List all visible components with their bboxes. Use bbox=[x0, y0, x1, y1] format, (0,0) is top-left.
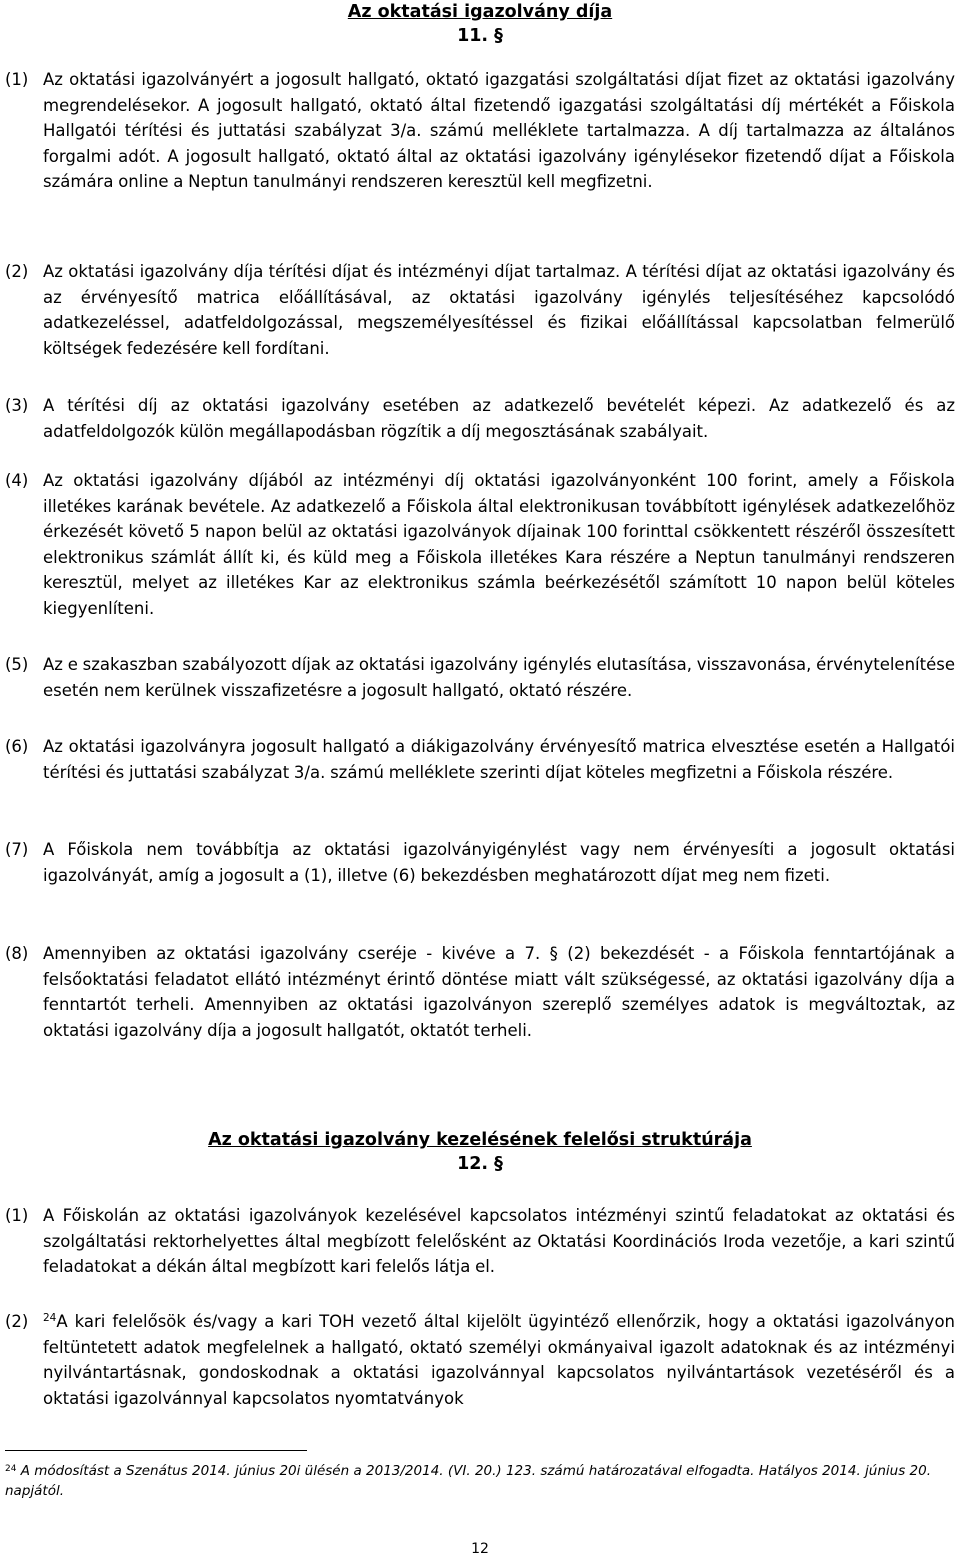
footnote-text: A módosítást a Szenátus 2014. június 20i ülésén a 2013/2014. (VI. 20.) 123. számú határozatával elfogadta. Hatályos 2014. június 20. napjától. bbox=[5, 1463, 931, 1499]
footnote-marker: 24 bbox=[5, 1464, 17, 1474]
paragraph bbox=[5, 468, 955, 621]
section-heading bbox=[0, 0, 960, 48]
section-number: 12. § bbox=[457, 1154, 503, 1174]
footnote-reference[interactable]: 24 bbox=[43, 1312, 57, 1324]
paragraph-text: A Főiskolán az oktatási igazolványok kezelésével kapcsolatos intézményi szintű feladatokat az oktatási és szolgáltatási rektorhelyettes által megbízott felelősként az Oktatási Koordinációs Iroda vezetője, a kari szintű feladatokat a dékán által megbízott kari felelős látja el. bbox=[43, 1206, 955, 1276]
paragraph bbox=[5, 1203, 955, 1280]
paragraph-text: Amennyiben az oktatási igazolvány cseréje - kivéve a 7. § (2) bekezdését - a Főiskola fenntartójának a felsőoktatási feladatot ellátó intézményt érintő döntése miatt vált szükségessé, az oktatási igazolvány díja a fenntartót terheli. Amennyiben az oktatási igazolványon szereplő személyes adatok is megváltoztak, az oktatási igazolvány díja a jogosult hallgatót, oktatót terheli. bbox=[43, 944, 955, 1040]
paragraph-text bbox=[43, 1309, 955, 1411]
footnote bbox=[5, 1461, 955, 1501]
section-heading bbox=[0, 1128, 960, 1176]
paragraph-number: (3) bbox=[5, 396, 29, 415]
paragraph-text: Az oktatási igazolvány díjából az intézményi díj oktatási igazolványonként 100 forint, amely a Főiskola illetékes karának bevétele. Az adatkezelő a Főiskola által elektronikusan továbbított igénylések adatkezelőhöz érkezését követő 5 napon belül az oktatási igazolványok díjainak 100 forinttal csökkentett részéről összesített elektronikus számlát állít ki, és küld meg a Főiskola illetékes Kara részére a Neptun tanulmányi rendszeren keresztül, melyet az illetékes Kar az elektronikus számla beérkezésétől számított 10 napon belül köteles kiegyenlíteni. bbox=[43, 471, 955, 618]
paragraph bbox=[5, 1309, 955, 1411]
paragraph-number: (4) bbox=[5, 471, 29, 490]
paragraph bbox=[5, 393, 955, 444]
paragraph bbox=[5, 259, 955, 361]
paragraph bbox=[5, 941, 955, 1043]
paragraph-text: Az oktatási igazolványért a jogosult hallgató, oktató igazgatási szolgáltatási díjat fizet az oktatási igazolvány megrendelésekor. A jogosult hallgató, oktató által fizetendő igazgatási szolgáltatási díj mértékét a Főiskola Hallgatói térítési és juttatási szabályzat 3/a. számú melléklete tartalmazza. A díj tartalmazza az általános forgalmi adót. A jogosult hallgató, oktató által az oktatási igazolvány igénylésekor fizetendő díjat a Főiskola számára online a Neptun tanulmányi rendszeren keresztül kell megfizetni. bbox=[43, 70, 955, 191]
paragraph-number: (2) bbox=[5, 1312, 29, 1331]
paragraph-text: Az oktatási igazolványra jogosult hallgató a diákigazolvány érvényesítő matrica elvesztése esetén a Hallgatói térítési és juttatási szabályzat 3/a. számú melléklete szerinti díjat köteles megfizetni a Főiskola részére. bbox=[43, 737, 955, 782]
paragraph-number: (5) bbox=[5, 655, 29, 674]
paragraph bbox=[5, 652, 955, 703]
paragraph-text: A Főiskola nem továbbítja az oktatási igazolványigénylést vagy nem érvényesíti a jogosult oktatási igazolványát, amíg a jogosult a (1), illetve (6) bekezdésben meghatározott díjat meg nem fizeti. bbox=[43, 840, 955, 885]
paragraph-number: (8) bbox=[5, 944, 29, 963]
paragraph-number: (2) bbox=[5, 262, 29, 281]
paragraph-text: A térítési díj az oktatási igazolvány esetében az adatkezelő bevételét képezi. Az adatkezelő és az adatfeldolgozók külön megállapodásban rögzítik a díj megosztásának szabályait. bbox=[43, 396, 955, 441]
paragraph bbox=[5, 67, 955, 195]
paragraph-text: Az e szakaszban szabályozott díjak az oktatási igazolvány igénylés elutasítása, visszavonása, érvénytelenítése esetén nem kerülnek visszafizetésre a jogosult hallgató, oktató részére. bbox=[43, 655, 955, 700]
section-number: 11. § bbox=[457, 26, 503, 46]
paragraph-number: (6) bbox=[5, 737, 29, 756]
page-number: 12 bbox=[471, 1541, 489, 1557]
section-title: Az oktatási igazolvány díja bbox=[347, 2, 613, 22]
paragraph bbox=[5, 837, 955, 888]
paragraph bbox=[5, 734, 955, 785]
section-title: Az oktatási igazolvány kezelésének felelősi struktúrája bbox=[208, 1130, 752, 1150]
paragraph-text-body: A kari felelősök és/vagy a kari TOH vezető által kijelölt ügyintéző ellenőrzik, hogy a oktatási igazolványon feltüntetett adatok megfelelnek a hallgató, oktató személyi okmányaival igazolt adatoknak és az intézményi nyilvántartásnak, gondoskodnak a oktatási igazolvánnyal kapcsolatos nyilvántartások vezetéséről és a oktatási igazolvánnyal kapcsolatos nyomtatványok bbox=[43, 1312, 955, 1408]
paragraph-number: (7) bbox=[5, 840, 29, 859]
paragraph-text: Az oktatási igazolvány díja térítési díjat és intézményi díjat tartalmaz. A térítési díjat az oktatási igazolvány és az érvényesítő matrica előállításával, az oktatási igazolvány igénylés teljesítéséhez kapcsolódó adatkezeléssel, adatfeldolgozással, megszemélyesítéssel és fizikai előállítással kapcsolatban felmerülő költségek fedezésére kell fordítani. bbox=[43, 262, 955, 358]
footnote-separator bbox=[5, 1450, 307, 1451]
paragraph-number: (1) bbox=[5, 1206, 29, 1225]
paragraph-number: (1) bbox=[5, 70, 29, 89]
